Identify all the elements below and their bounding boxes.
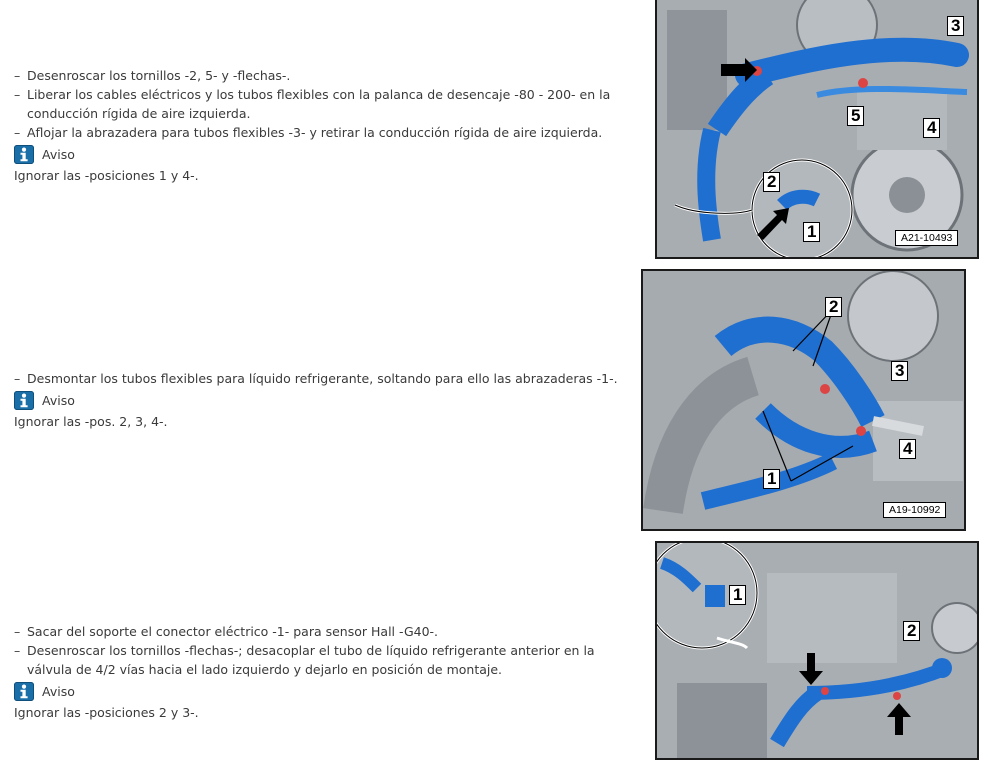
callout-4: 4	[899, 439, 916, 459]
step: – Desmontar los tubos flexibles para líquido refrigerante, soltando para ello las abrazaderas -1-.	[14, 371, 618, 386]
notice-label: Aviso	[42, 392, 75, 408]
note: Ignorar las -posiciones 2 y 3-.	[14, 705, 199, 720]
engine-illustration	[643, 271, 964, 529]
step: – Liberar los cables eléctricos y los tubos flexibles con la palanca de desencaje -80 - 200- en la conducción rígida de aire izquierda.	[14, 87, 611, 121]
notice	[14, 143, 634, 165]
step: – Sacar del soporte el conector eléctrico -1- para sensor Hall -G40-.	[14, 624, 439, 639]
info-icon	[14, 145, 34, 164]
engine-illustration	[657, 543, 977, 758]
figure-engine-air-duct	[655, 0, 979, 259]
notice	[14, 389, 634, 411]
instruction-section-1	[14, 66, 634, 186]
callout-4: 4	[923, 118, 940, 138]
callout-1: 1	[803, 222, 820, 242]
note: Ignorar las -pos. 2, 3, 4-.	[14, 414, 168, 429]
notice-label: Aviso	[42, 683, 75, 699]
instruction-section-3	[14, 622, 634, 723]
figure-coolant-hoses	[641, 269, 966, 531]
notice-label: Aviso	[42, 146, 75, 162]
note: Ignorar las -posiciones 1 y 4-.	[14, 168, 199, 183]
instruction-section-2	[14, 369, 634, 432]
figure-id: A19-10992	[883, 502, 946, 518]
notice	[14, 680, 634, 702]
step: – Desenroscar los tornillos -flechas-; desacoplar el tubo de líquido refrigerante anterior en la válvula de 4/2 vías hacia el lado izquierdo y dejarlo en posición de montaje.	[14, 643, 595, 677]
info-icon	[14, 391, 34, 410]
callout-3: 3	[891, 361, 908, 381]
callout-2: 2	[763, 172, 780, 192]
callout-2: 2	[903, 621, 920, 641]
callout-3: 3	[947, 16, 964, 36]
callout-1: 1	[729, 585, 746, 605]
figure-hall-sensor-connector	[655, 541, 979, 760]
figure-id: A21-10493	[895, 230, 958, 246]
callout-5: 5	[847, 106, 864, 126]
callout-1: 1	[763, 469, 780, 489]
callout-2: 2	[825, 297, 842, 317]
step: – Aflojar la abrazadera para tubos flexibles -3- y retirar la conducción rígida de aire izquierda.	[14, 125, 603, 140]
info-icon	[14, 682, 34, 701]
step: – Desenroscar los tornillos -2, 5- y -flechas-.	[14, 68, 291, 83]
